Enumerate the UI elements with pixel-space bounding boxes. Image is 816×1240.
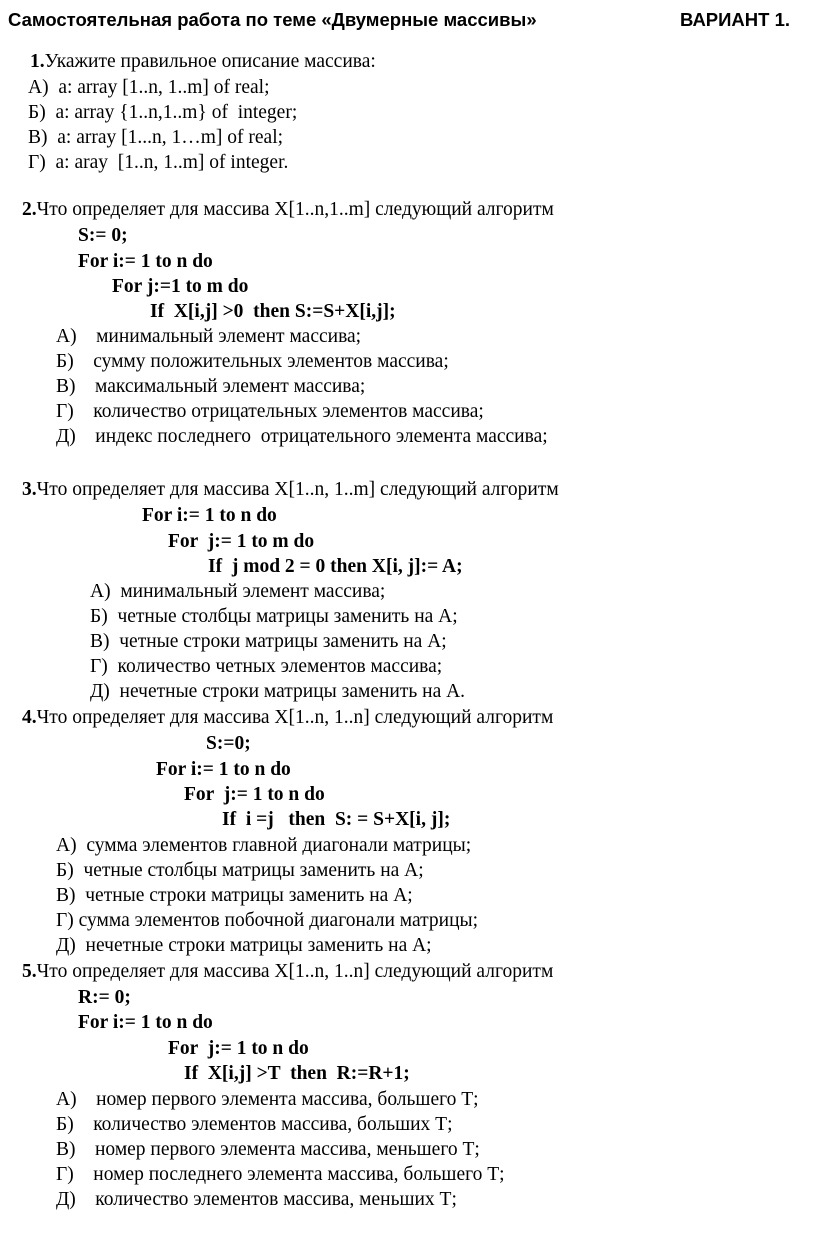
answer-option: Б) a: array {1..n,1..m} of integer; [28, 102, 298, 123]
code-line: For j:= 1 to n do [184, 784, 325, 805]
answer-option: Б) сумму положительных элементов массива; [56, 351, 449, 372]
question-text: Что определяет для массива X[1..n,1..m] следующий алгоритм [36, 199, 554, 220]
question-text: Что определяет для массива X[1..n, 1..n] следующий алгоритм [36, 707, 554, 728]
code-line: For j:= 1 to m do [168, 531, 315, 552]
answer-option: Д) нечетные строки матрицы заменить на А. [90, 681, 466, 702]
worksheet-title: Самостоятельная работа по теме «Двумерные массивы» [8, 9, 537, 30]
answer-option: В) максимальный элемент массива; [56, 376, 366, 397]
code-line: If X[i,j] >T then R:=R+1; [184, 1063, 410, 1084]
code-line: For j:=1 to m do [112, 276, 249, 297]
question-text: Укажите правильное описание массива: [44, 51, 376, 72]
question-2-prompt [22, 198, 554, 222]
answer-option: Д) нечетные строки матрицы заменить на А; [56, 935, 432, 956]
question-number: 5. [22, 961, 37, 982]
code-line: S:= 0; [78, 225, 128, 246]
question-text: Что определяет для массива X[1..n, 1..n] следующий алгоритм [36, 961, 554, 982]
question-number: 1. [30, 51, 45, 72]
question-number: 4. [22, 707, 37, 728]
code-line: If j mod 2 = 0 then X[i, j]:= A; [208, 556, 463, 577]
question-4-prompt [22, 706, 553, 730]
answer-option: А) минимальный элемент массива; [56, 326, 362, 347]
answer-option: Г) количество отрицательных элементов массива; [56, 401, 484, 422]
answer-option: В) четные строки матрицы заменить на А; [90, 631, 447, 652]
answer-option: А) a: array [1..n, 1..m] of real; [28, 77, 270, 98]
code-line: For i:= 1 to n do [142, 505, 277, 526]
answer-option: Г) номер последнего элемента массива, большего Т; [56, 1164, 505, 1185]
variant-label: ВАРИАНТ 1. [680, 9, 791, 30]
answer-option: А) сумма элементов главной диагонали матрицы; [56, 835, 472, 856]
code-line: For i:= 1 to n do [78, 251, 213, 272]
answer-option: А) номер первого элемента массива, большего Т; [56, 1089, 479, 1110]
answer-option: В) четные строки матрицы заменить на А; [56, 885, 413, 906]
code-line: For i:= 1 to n do [156, 759, 291, 780]
code-line: For i:= 1 to n do [78, 1012, 213, 1033]
question-1-prompt [30, 50, 376, 74]
question-5-prompt [22, 960, 553, 984]
question-number: 3. [22, 479, 37, 500]
question-number: 2. [22, 199, 37, 220]
answer-option: Д) количество элементов массива, меньших Т; [56, 1189, 457, 1210]
question-text: Что определяет для массива X[1..n, 1..m] следующий алгоритм [36, 479, 559, 500]
code-line: S:=0; [206, 733, 251, 754]
answer-option: Г) a: aray [1..n, 1..m] of integer. [28, 152, 289, 173]
answer-option: Б) четные столбцы матрицы заменить на А; [56, 860, 424, 881]
answer-option: Г) количество четных элементов массива; [90, 656, 443, 677]
code-line: R:= 0; [78, 987, 131, 1008]
answer-option: Б) четные столбцы матрицы заменить на А; [90, 606, 458, 627]
code-line: If X[i,j] >0 then S:=S+X[i,j]; [150, 301, 396, 322]
answer-option: Б) количество элементов массива, больших Т; [56, 1114, 453, 1135]
question-3-prompt [22, 478, 559, 502]
code-line: If i =j then S: = S+X[i, j]; [222, 809, 451, 830]
answer-option: Д) индекс последнего отрицательного элемента массива; [56, 426, 548, 447]
answer-option: В) номер первого элемента массива, меньшего Т; [56, 1139, 480, 1160]
code-line: For j:= 1 to n do [168, 1038, 309, 1059]
answer-option: В) a: array [1...n, 1…m] of real; [28, 127, 284, 148]
answer-option: Г) сумма элементов побочной диагонали матрицы; [56, 910, 479, 931]
answer-option: А) минимальный элемент массива; [90, 581, 386, 602]
